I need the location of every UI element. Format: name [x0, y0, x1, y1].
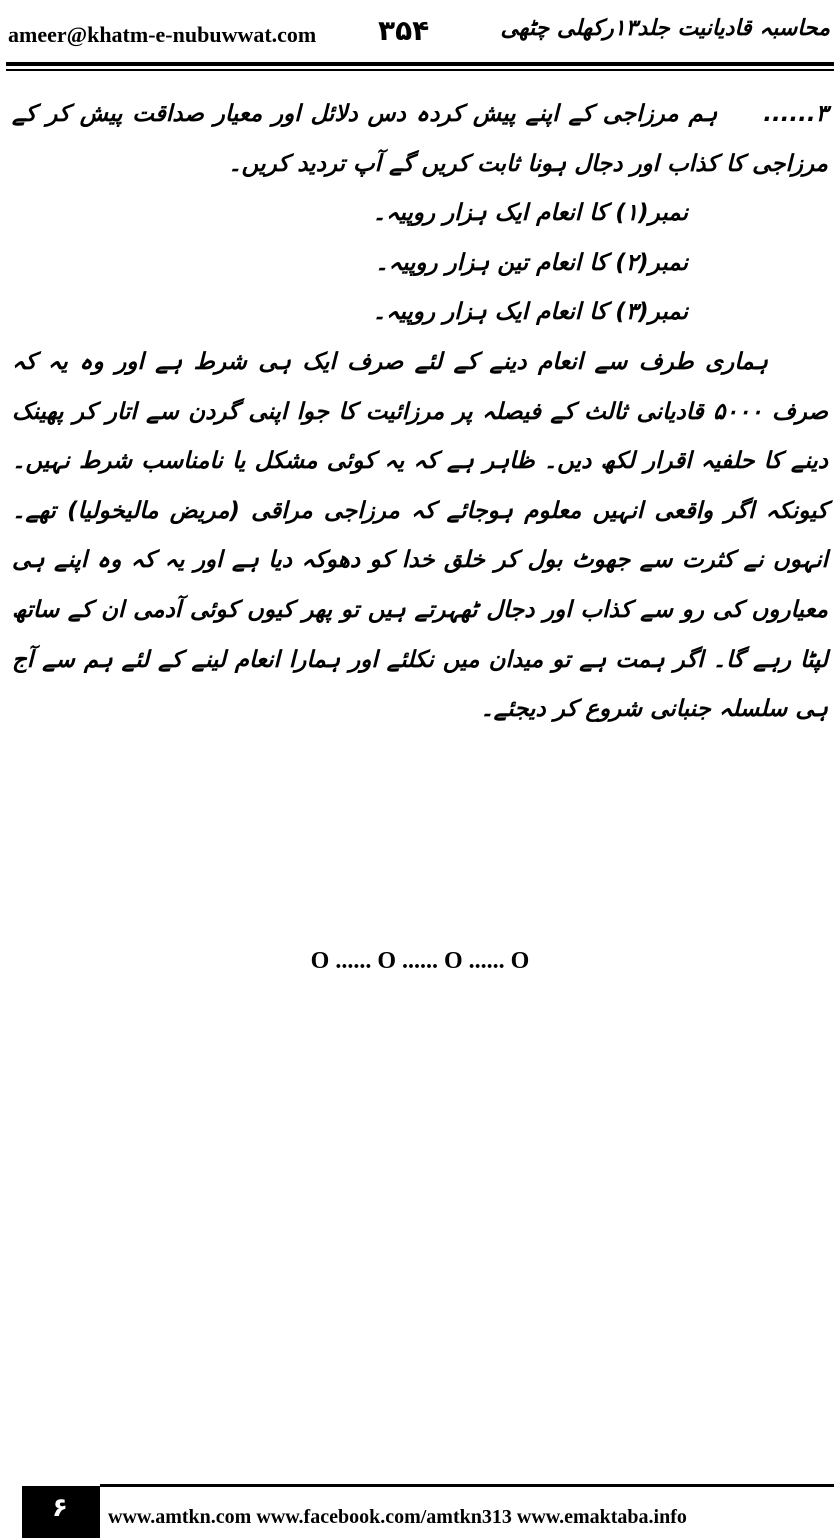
section-separator: O ...... O ...... O ...... O: [310, 948, 530, 974]
footer-page-number: ۶: [22, 1486, 100, 1538]
item-number: ۳......: [763, 101, 828, 127]
header-email: ameer@khatm-e-nubuwwat.com: [8, 22, 317, 47]
item-text: ہم مرزاجی کے اپنے پیش کردہ دس دلائل اور معیار صداقت پیش کر کے مرزاجی کا کذاب اور دجال ہونا ثابت کریں گے آپ تردید کریں۔: [12, 101, 828, 177]
prize-line-1: نمبر(۱) کا انعام ایک ہزار روپیہ۔: [372, 200, 688, 227]
page-header: [0, 0, 840, 60]
page-content: [12, 90, 828, 735]
footer-rule: [100, 1484, 834, 1487]
header-rule-thin: [6, 69, 834, 71]
page-footer: [0, 1484, 840, 1540]
prize-line-3: نمبر(۳) کا انعام ایک ہزار روپیہ۔: [372, 299, 688, 326]
footer-links: www.amtkn.com www.facebook.com/amtkn313 www.emaktaba.info: [108, 1506, 687, 1528]
item-paragraph: [12, 90, 828, 189]
body-paragraph: ہماری طرف سے انعام دینے کے لئے صرف ایک ہی شرط ہے اور وہ یہ کہ صرف ۵۰۰۰ قادیانی ثالث کے فیصلہ پر مرزائیت کا جوا اپنی گردن سے اتار کر پھینک دینے کا حلفیہ اقرار لکھ دیں۔ ظاہر ہے کہ یہ کوئی مشکل یا نامناسب شرط نہیں۔ کیونکہ اگر واقعی انہیں معلوم ہوجائے کہ مرزاجی مراقی (مریض مالیخولیا) تھے۔ انہوں نے کثرت سے جھوٹ بول کر خلق خدا کو دھوکہ دیا ہے اور یہ کہ وہ اپنے ہی معیاروں کی رو سے کذاب اور دجال ٹھہرتے ہیں تو پھر کیوں کوئی آدمی ان کے ساتھ لپٹا رہے گا۔ اگر ہمت ہے تو میدان میں نکلئے اور ہمارا انعام لینے کے لئے ہم سے آج ہی سلسلہ جنبانی شروع کر دیجئے۔: [12, 348, 829, 723]
header-page-number: ۳۵۴: [378, 14, 430, 47]
prize-line-2: نمبر(۲) کا انعام تین ہزار روپیہ۔: [375, 249, 688, 276]
header-rule-thick: [6, 62, 834, 66]
header-book-title: محاسبہ قادیانیت جلد۱۳رکھلی چٹھی: [500, 16, 830, 41]
